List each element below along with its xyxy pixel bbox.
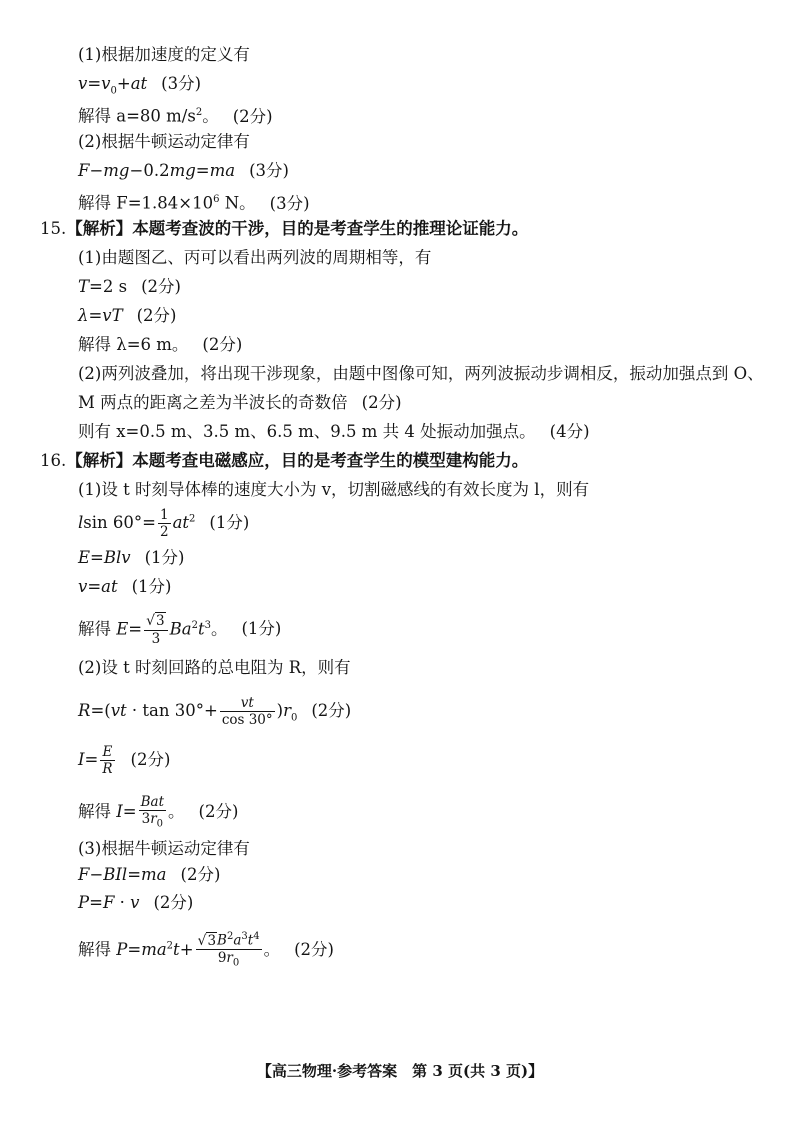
q15-part2-line2: M 两点的距离之差为半波长的奇数倍 (2分) xyxy=(78,393,402,412)
question-number: 16. xyxy=(40,451,67,470)
q16-formula-power: P=F · v (2分) xyxy=(78,893,194,912)
points-label: (2分) xyxy=(294,940,334,960)
q16-formula-resistance: R=(vt · tan 30°+ $\frac{vt}{\cos 30^\circ}$ )$r_0$ (2分) xyxy=(78,695,352,729)
q15-part1-intro: (1)由题图乙、丙可以看出两列波的周期相等，有 xyxy=(78,248,432,267)
page-footer: 【高三物理·参考答案 第 3 页(共 3 页)】 xyxy=(256,1062,544,1080)
points-label: (2分) xyxy=(180,865,221,884)
q16-result-emf: 解得 E= $\frac{√3}{3}$ $Ba^2t^3$。 (1分) xyxy=(78,613,282,647)
q15-heading: 15.【解析】本题考查波的干涉，目的是考查学生的推理论证能力。 xyxy=(40,219,529,238)
q14-formula-newton: F−mg−0.2mg=ma (3分) xyxy=(78,161,289,180)
q16-heading: 16.【解析】本题考查电磁感应，目的是考查学生的模型建构能力。 xyxy=(40,451,529,470)
q16-result-power: 解得 $P=ma^2t+$ $\frac{√3B^2a^3t^4}{9r_0}$ 。 (2分) xyxy=(78,931,334,969)
q16-formula-current: I= $\frac{E}{R}$ (2分) xyxy=(78,744,171,778)
q15-result-wavelength: 解得 λ=6 m。 (2分) xyxy=(78,335,243,354)
question-number: 15. xyxy=(40,219,67,238)
points-label: (1分) xyxy=(241,619,282,639)
q14-result-acceleration: 解得 a=80 $m/s^2$。 (2分) xyxy=(78,106,273,126)
points-label: (3分) xyxy=(161,74,202,93)
q16-formula-newton: F−BIl=ma (2分) xyxy=(78,865,221,884)
points-label: (2分) xyxy=(198,802,239,822)
q15-formula-wavelength: λ=vT (2分) xyxy=(78,306,177,325)
q15-formula-period: T=2 s (2分) xyxy=(78,277,181,296)
points-label: (1分) xyxy=(131,577,172,596)
q16-part2-intro: (2)设 t 时刻回路的总电阻为 R，则有 xyxy=(78,658,351,677)
q14-part2-intro: (2)根据牛顿运动定律有 xyxy=(78,132,250,151)
points-label: (2分) xyxy=(130,750,171,770)
points-label: (3分) xyxy=(249,161,289,180)
points-label: (2分) xyxy=(141,277,181,296)
points-label: (2分) xyxy=(153,893,194,912)
points-label: (2分) xyxy=(136,306,177,325)
q15-part2-line1: (2)两列波叠加，将出现干涉现象，由题中图像可知，两列波振动步调相反，振动加强点到 O、 xyxy=(78,364,764,383)
points-label: (2分) xyxy=(311,701,352,721)
points-label: (2分) xyxy=(232,106,273,126)
q16-formula-velocity: v=at (1分) xyxy=(78,577,172,596)
points-label: (3分) xyxy=(269,193,310,213)
q16-part3-intro: (3)根据牛顿运动定律有 xyxy=(78,839,250,858)
q14-formula-velocity: $v=v_0+at$ (3分) xyxy=(78,74,202,97)
points-label: (1分) xyxy=(144,548,185,567)
points-label: (2分) xyxy=(202,335,243,354)
q16-result-current: 解得 I= $\frac{\text{Bat}}{3r_0}$ 。 (2分) xyxy=(78,794,239,830)
q15-part2-line3: 则有 x=0.5 m、3.5 m、6.5 m、9.5 m 共 4 处振动加强点。 (4分) xyxy=(78,422,590,441)
points-label: (4分) xyxy=(549,422,590,441)
q14-part1-intro: (1)根据加速度的定义有 xyxy=(78,45,250,64)
points-label: (2分) xyxy=(361,393,402,412)
q16-formula-length: lsin 60°= $\frac{1}{2}$ $at^2$ (1分) xyxy=(78,507,250,541)
q16-part1-intro: (1)设 t 时刻导体棒的速度大小为 v，切割磁感线的有效长度为 l，则有 xyxy=(78,480,590,499)
points-label: (1分) xyxy=(209,513,250,533)
q14-result-force: 解得 $F=1.84\times 10^6$ N。 (3分) xyxy=(78,193,310,213)
q16-formula-emf: E=Blv (1分) xyxy=(78,548,185,567)
